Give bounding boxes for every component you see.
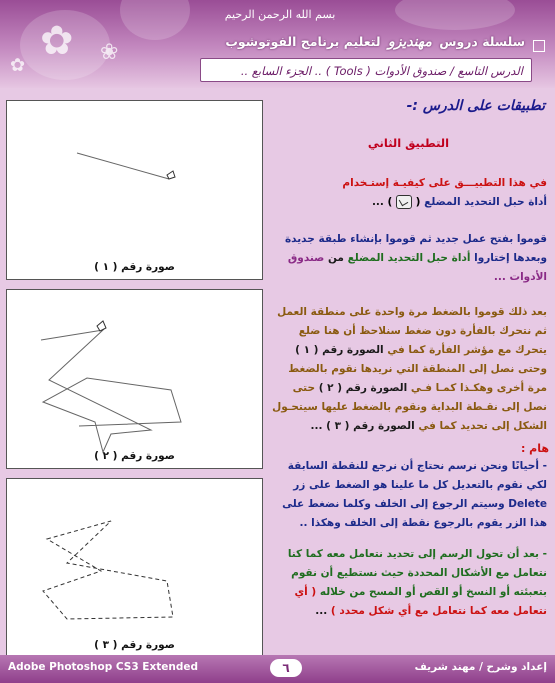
tool-name: أداة حبل التحديد المضلع — [424, 196, 547, 208]
note-2-highlight: ( أي نتعامل معه كما نتعامل مع أي شكل محدد ) — [294, 586, 547, 617]
step-1-tool: أداة حبل التحديد المضلع — [347, 252, 471, 264]
series-title — [165, 34, 525, 50]
paragraph-intro: في هذا التطبيـــق على كيفيـة إستـخدام أداة حبل التحديد المضلع ( ) ... — [342, 177, 547, 208]
step-2-ref-3: الصورة رقم ( ٣ ) ... — [310, 420, 415, 432]
basmala: بسم الله الرحمن الرحيم — [224, 8, 336, 21]
note-2-text: - بعد أن تحول الرسم إلى تحديد نتعامل معه كما كنا نتعامل مع الأشكال المحددة حيث نستطيع أن نقوم بتعبئته أو النسخ أو القص أو المسح من خلاله — [287, 548, 547, 598]
note-1: - أحيانًا ونحن نرسم نحتاج أن نرجع للنقطة السابقة لكي نقوم بالتعديل كل ما علينا هو الضغط على زر Delete وسيتم الرجوع إلى الخلف وكلما نضغط على هذا الزر يقوم بالرجوع نقطة إلى الخلف وهكذا .. — [282, 460, 547, 529]
figure-1 — [6, 100, 263, 280]
figure-1-caption: صورة رقم ( ١ ) — [94, 261, 175, 273]
figures-column — [6, 100, 263, 667]
paragraph-step-1 — [268, 230, 547, 287]
flower-decoration-icon: ✿ — [10, 55, 26, 76]
figure-3 — [6, 478, 263, 658]
series-title-post: لتعليم برنامج الفوتوشوب — [225, 34, 381, 49]
text-column — [268, 92, 549, 652]
footer-product: Adobe Photoshop CS3 Extended — [8, 661, 199, 673]
step-2-ref-1: الصورة رقم ( ١ ) — [295, 344, 384, 356]
footer-author: إعداد وشرح / مهند شريف — [414, 661, 547, 673]
paragraph-step-2 — [268, 303, 547, 436]
step-2-text-b: وحتى نصل إلى المنطقة التي نريدها نقوم بالضغط مرة أخرى وهكـذا كمـا فـي — [288, 363, 547, 394]
note-heading: هام : — [520, 442, 549, 455]
note-2 — [268, 545, 547, 621]
figure-2 — [6, 289, 263, 469]
figure-2-caption: صورة رقم ( ٢ ) — [94, 450, 175, 462]
intro-text: في هذا التطبيـــق على كيفيـة إستـخدام — [342, 177, 547, 189]
page-header — [0, 0, 555, 88]
step-2-ref-2: الصورة رقم ( ٢ ) — [318, 382, 408, 394]
series-title-pre: سلسلة دروس — [439, 34, 525, 49]
flower-decoration-icon: ✿ — [40, 18, 74, 64]
polygonal-lasso-tool-icon — [396, 195, 412, 209]
polygonal-lasso-cursor-icon — [167, 171, 175, 179]
page-footer — [0, 655, 555, 683]
step-1-from: من — [327, 252, 344, 264]
section-title: تطبيقات على الدرس :- — [406, 98, 545, 114]
note-2-ellipsis: ... — [315, 605, 328, 617]
series-logo: مهنديزو — [387, 34, 432, 50]
step-1-text: قوموا بفتح عمل جديد ثم قوموا بإنشاء طبقة جديدة وبعدها إختاروا — [284, 233, 547, 264]
lesson-ribbon: الدرس التاسع / صندوق الأدوات ( Tools ) .. الجزء السابع .. — [200, 58, 532, 82]
polygonal-lasso-cursor-icon — [97, 321, 106, 331]
step-1-toolbox: صندوق الأدوات ... — [287, 252, 547, 283]
flower-decoration-icon: ❀ — [100, 40, 119, 65]
corner-square-icon — [533, 40, 545, 52]
step-2-text-c: حتى نصل إلى نقـطة البداية ونقوم بالضغط عليها سيتحـول الشكل إلى تحديد كما في — [272, 382, 547, 432]
section-subtitle: التطبيق الثاني — [367, 136, 450, 150]
step-2-text-a: بعد ذلك قوموا بالضغط مرة واحدة على منطقة العمل ثم نتحرك بالفأرة دون ضغط سنلاحظ أن هنا ضلع يتحرك مع مؤشر الفأرة كما في — [277, 306, 547, 356]
figure-2-drawing — [7, 290, 262, 468]
intro-ellipsis: ... — [371, 196, 384, 208]
page-number: ٦ — [270, 659, 302, 677]
figure-3-caption: صورة رقم ( ٣ ) — [94, 639, 175, 651]
figure-1-drawing — [7, 101, 262, 279]
figure-3-drawing — [7, 479, 262, 657]
